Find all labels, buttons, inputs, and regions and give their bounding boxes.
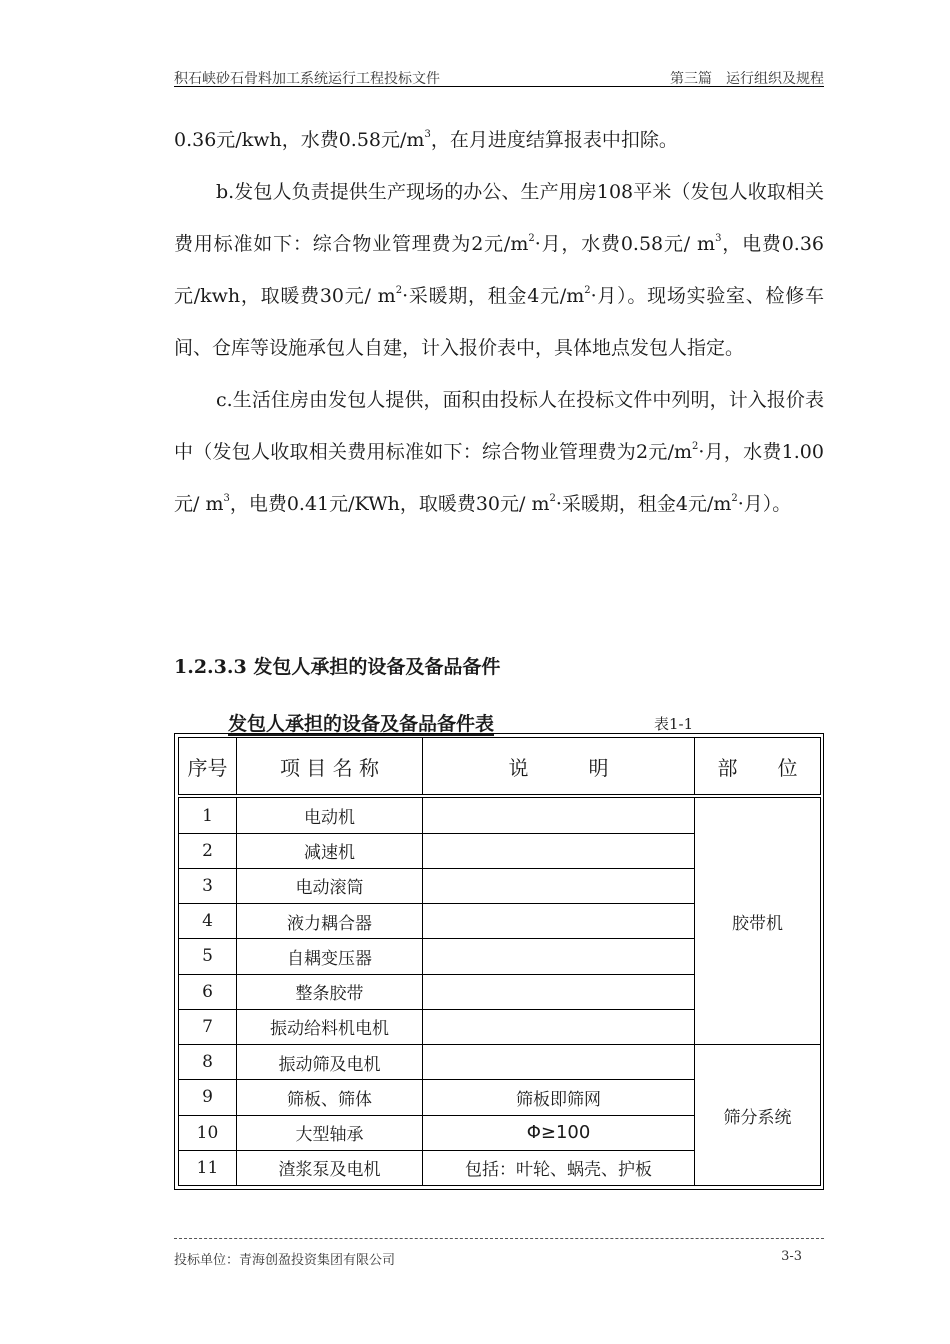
equipment-table — [178, 737, 821, 1186]
p2-sup-1: 2 — [528, 233, 535, 244]
cell-name: 振动筛及电机 — [237, 1045, 423, 1080]
paragraph-3 — [174, 374, 824, 530]
p1-text-b: ，在月进度结算报表中扣除。 — [430, 129, 678, 151]
cell-no: 10 — [179, 1115, 237, 1150]
cell-name: 电动机 — [237, 796, 423, 833]
p1-text-a: 0.36元/kwh，水费0.58元/m — [174, 129, 425, 151]
table-row — [179, 796, 821, 833]
footer-bidder: 投标单位：青海创盈投资集团有限公司 — [174, 1253, 396, 1268]
cell-no: 6 — [179, 974, 237, 1009]
cell-no: 11 — [179, 1150, 237, 1185]
body-text — [174, 114, 824, 530]
paragraph-2 — [174, 166, 824, 374]
paragraph-1 — [174, 114, 824, 166]
cell-no: 3 — [179, 868, 237, 903]
cell-desc: 包括：叶轮、蜗壳、护板 — [423, 1150, 695, 1185]
p1-sup-1: 3 — [424, 129, 431, 140]
section-heading: 1.2.3.3 发包人承担的设备及备品备件 — [174, 656, 501, 678]
p2-text-a: b.发包人负责提供生产现场的办公、生产用房108平米（发包人收取相关费用标准如下：综合物业管理费为2元/m — [174, 181, 824, 255]
cell-desc — [423, 974, 695, 1009]
cell-location-belt: 胶带机 — [695, 796, 821, 1044]
equipment-table-frame — [174, 733, 824, 1190]
cell-desc — [423, 904, 695, 939]
p3-sup-3: 2 — [549, 493, 556, 504]
p2-sup-3: 2 — [395, 285, 403, 296]
cell-desc — [423, 833, 695, 868]
table-caption: 发包人承担的设备及备品备件表 — [228, 713, 495, 735]
footer-page-number: 3-3 — [781, 1249, 802, 1264]
cell-name: 液力耦合器 — [237, 904, 423, 939]
page-footer — [174, 1238, 824, 1269]
p2-text-b: ·月，水费0.58元/ m — [534, 233, 716, 255]
p3-text-e: ·月）。 — [737, 493, 792, 515]
header-cell-desc: 说 明 — [423, 738, 695, 797]
p3-sup-4: 2 — [731, 493, 738, 504]
cell-name: 渣浆泵及电机 — [237, 1150, 423, 1185]
cell-no: 4 — [179, 904, 237, 939]
table-row — [179, 1045, 821, 1080]
cell-no: 8 — [179, 1045, 237, 1080]
cell-no: 5 — [179, 939, 237, 974]
cell-desc — [423, 939, 695, 974]
header-section-title: 第三篇 运行组织及规程 — [670, 71, 824, 87]
cell-name: 电动滚筒 — [237, 868, 423, 903]
table-number: 表1-1 — [654, 715, 694, 733]
p3-text-d: ·采暖期，租金4元/m — [555, 493, 732, 515]
table-header-row — [179, 738, 821, 797]
p3-sup-2: 3 — [223, 493, 230, 504]
header-document-title: 积石峡砂石骨料加工系统运行工程投标文件 — [174, 71, 440, 87]
p2-text-d: ·采暖期，租金4元/m — [402, 285, 585, 307]
p3-sup-1: 2 — [692, 441, 699, 452]
cell-no: 9 — [179, 1080, 237, 1115]
cell-desc — [423, 796, 695, 833]
page-header — [174, 64, 824, 87]
cell-desc — [423, 1045, 695, 1080]
cell-name: 振动给料机电机 — [237, 1009, 423, 1044]
cell-no: 2 — [179, 833, 237, 868]
p3-text-b: ·月，水费1.00元/ m — [174, 441, 824, 515]
cell-no: 7 — [179, 1009, 237, 1044]
p3-text-a: c.生活住房由发包人提供，面积由投标人在投标文件中列明，计入报价表中（发包人收取相关费用标准如下：综合物业管理费为2元/m — [174, 389, 824, 463]
header-cell-no: 序号 — [179, 738, 237, 797]
cell-desc — [423, 1009, 695, 1044]
p3-text-c: ，电费0.41元/KWh，取暖费30元/ m — [229, 493, 550, 515]
cell-name: 减速机 — [237, 833, 423, 868]
cell-no: 1 — [179, 796, 237, 833]
p2-sup-2: 3 — [715, 233, 722, 244]
cell-desc: 筛板即筛网 — [423, 1080, 695, 1115]
cell-name: 大型轴承 — [237, 1115, 423, 1150]
header-cell-name: 项 目 名 称 — [237, 738, 423, 797]
header-cell-location: 部 位 — [695, 738, 821, 797]
cell-name: 整条胶带 — [237, 974, 423, 1009]
cell-name: 筛板、筛体 — [237, 1080, 423, 1115]
cell-desc: Φ≥100 — [423, 1115, 695, 1150]
cell-location-screen: 筛分系统 — [695, 1045, 821, 1186]
cell-name: 自耦变压器 — [237, 939, 423, 974]
p2-text-e: ·月）。现场实验室、检修车间、仓库等设施承包人自建，计入报价表中，具体地点发包人指定。 — [174, 285, 825, 359]
p2-text-c: ，电费0.36元/kwh，取暖费30元/ m — [174, 233, 824, 307]
p2-sup-4: 2 — [584, 285, 591, 296]
cell-desc — [423, 868, 695, 903]
